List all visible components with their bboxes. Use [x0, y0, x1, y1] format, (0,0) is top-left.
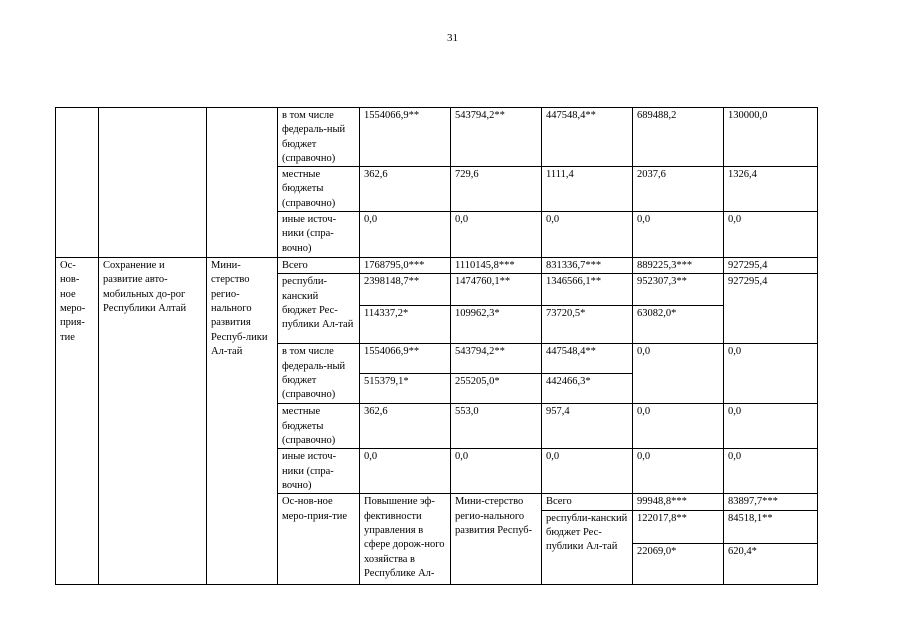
value-cell: 362,6 — [360, 404, 451, 449]
value-cell: 83897,7*** — [724, 494, 818, 510]
value-cell: 1326,4 — [724, 167, 818, 212]
value-cell: 99948,8*** — [633, 494, 724, 510]
value-cell: 442466,3* — [542, 374, 633, 404]
funding-source-cell: местные бюджеты (справочно) — [278, 167, 360, 212]
value-cell: 689488,2 — [633, 108, 724, 167]
table-row — [56, 258, 818, 274]
value-cell: 1110145,8*** — [451, 258, 542, 274]
value-cell: 2398148,7** — [360, 274, 451, 306]
value-cell: 0,0 — [451, 449, 542, 494]
event-type-cell — [56, 108, 99, 258]
event-name-cell: Повышение эф-фективности управления в сфере дорож-ного хозяйства в Республике Ал- — [360, 494, 451, 584]
value-cell: 0,0 — [360, 212, 451, 258]
funding-source-cell: республи-канский бюджет Рес-публики Ал-тай — [542, 510, 633, 584]
value-cell: 1768795,0*** — [360, 258, 451, 274]
event-name-cell: Сохранение и развитие авто-мобильных до-рог Республики Алтай — [99, 258, 207, 585]
funding-source-cell: иные источ-ники (спра-вочно) — [278, 212, 360, 258]
value-cell: 1474760,1** — [451, 274, 542, 306]
value-cell: 0,0 — [633, 449, 724, 494]
value-cell: 0,0 — [633, 344, 724, 404]
page-number: 31 — [447, 32, 458, 44]
value-cell: 84518,1** — [724, 510, 818, 543]
funding-source-cell: иные источ-ники (спра-вочно) — [278, 449, 360, 494]
value-cell: 1111,4 — [542, 167, 633, 212]
value-cell: 927295,4 — [724, 274, 818, 344]
value-cell: 729,6 — [451, 167, 542, 212]
event-name-cell — [99, 108, 207, 258]
value-cell: 255205,0* — [451, 374, 542, 404]
value-cell: 0,0 — [360, 449, 451, 494]
value-cell: 0,0 — [542, 449, 633, 494]
value-cell: 543794,2** — [451, 344, 542, 374]
value-cell: 957,4 — [542, 404, 633, 449]
funding-source-cell: в том числе федераль-ный бюджет (справочно) — [278, 108, 360, 167]
funding-source-cell: республи-канский бюджет Рес-публики Ал-тай — [278, 274, 360, 344]
funding-source-cell: местные бюджеты (справочно) — [278, 404, 360, 449]
value-cell: 620,4* — [724, 543, 818, 584]
value-cell: 447548,4** — [542, 108, 633, 167]
value-cell: 543794,2** — [451, 108, 542, 167]
table-row — [56, 108, 818, 167]
value-cell: 0,0 — [542, 212, 633, 258]
value-cell: 2037,6 — [633, 167, 724, 212]
value-cell: 889225,3*** — [633, 258, 724, 274]
value-cell: 1554066,9** — [360, 108, 451, 167]
value-cell: 63082,0* — [633, 306, 724, 344]
executor-cell: Мини-стерство регио-нального развития Респуб- — [451, 494, 542, 584]
value-cell: 1554066,9** — [360, 344, 451, 374]
funding-source-cell: в том числе федераль-ный бюджет (справочно) — [278, 344, 360, 404]
value-cell: 0,0 — [633, 404, 724, 449]
executor-cell — [207, 108, 278, 258]
value-cell: 109962,3* — [451, 306, 542, 344]
budget-table — [55, 107, 818, 585]
value-cell: 0,0 — [724, 212, 818, 258]
value-cell: 447548,4** — [542, 344, 633, 374]
event-type-cell: Ос-нов-ное меро-прия-тие — [56, 258, 99, 585]
funding-source-cell: Всего — [278, 258, 360, 274]
value-cell: 515379,1* — [360, 374, 451, 404]
value-cell: 952307,3** — [633, 274, 724, 306]
value-cell: 122017,8** — [633, 510, 724, 543]
value-cell: 0,0 — [724, 344, 818, 404]
value-cell: 831336,7*** — [542, 258, 633, 274]
value-cell: 0,0 — [633, 212, 724, 258]
value-cell: 0,0 — [724, 404, 818, 449]
value-cell: 73720,5* — [542, 306, 633, 344]
value-cell: 22069,0* — [633, 543, 724, 584]
value-cell: 0,0 — [451, 212, 542, 258]
value-cell: 362,6 — [360, 167, 451, 212]
value-cell: 114337,2* — [360, 306, 451, 344]
value-cell: 1346566,1** — [542, 274, 633, 306]
value-cell: 0,0 — [724, 449, 818, 494]
value-cell: 553,0 — [451, 404, 542, 449]
value-cell: 130000,0 — [724, 108, 818, 167]
event-type-cell: Ос-нов-ное меро-прия-тие — [278, 494, 360, 584]
executor-cell: Мини-стерство регио-нального развития Респуб-лики Ал-тай — [207, 258, 278, 585]
funding-source-cell: Всего — [542, 494, 633, 510]
value-cell: 927295,4 — [724, 258, 818, 274]
